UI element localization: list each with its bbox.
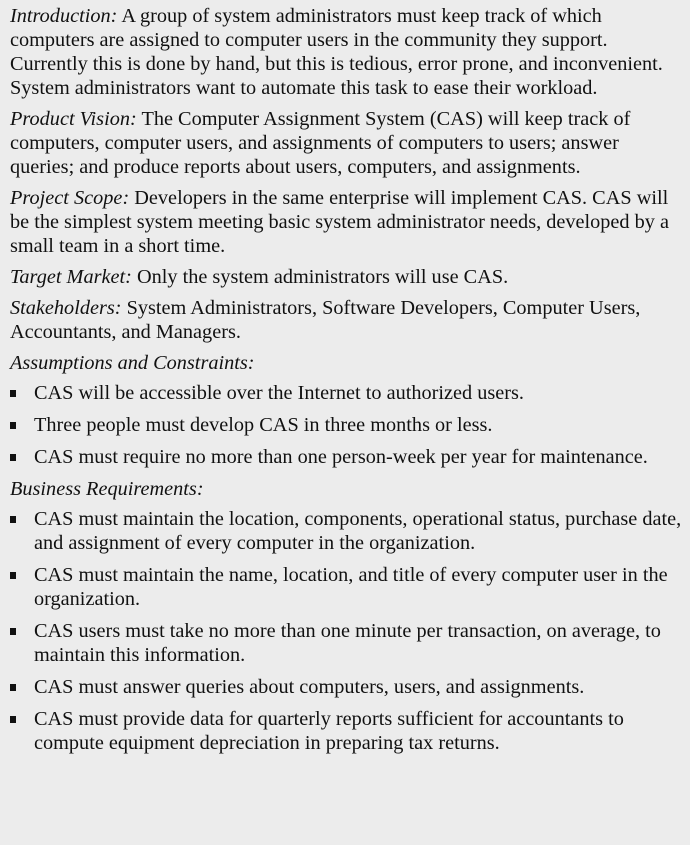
stakeholders-label: Stakeholders: <box>10 297 122 319</box>
assumptions-heading: Assumptions and Constraints: <box>10 352 255 374</box>
bullet-icon <box>10 716 16 723</box>
list-item-text: CAS will be accessible over the Internet to authorized users. <box>34 382 524 404</box>
bullet-icon <box>10 628 16 635</box>
list-item-text: CAS must require no more than one person-week per year for maintenance. <box>34 446 648 468</box>
introduction-paragraph <box>10 4 686 100</box>
assumptions-list <box>10 381 686 469</box>
list-item-text: CAS must answer queries about computers, users, and assignments. <box>34 676 585 698</box>
list-item <box>10 381 686 405</box>
target-market-paragraph <box>10 265 686 289</box>
bullet-icon <box>10 390 16 397</box>
business-requirements-heading: Business Requirements: <box>10 478 204 500</box>
target-market-label: Target Market: <box>10 266 132 288</box>
bullet-icon <box>10 684 16 691</box>
bullet-icon <box>10 422 16 429</box>
business-requirements-list <box>10 507 686 755</box>
list-item <box>10 413 686 437</box>
project-scope-paragraph <box>10 186 686 258</box>
list-item-text: CAS users must take no more than one minute per transaction, on average, to maintain this information. <box>34 620 661 666</box>
list-item <box>10 707 686 755</box>
bullet-icon <box>10 572 16 579</box>
stakeholders-paragraph <box>10 296 686 344</box>
list-item-text: CAS must maintain the location, components, operational status, purchase date, and assignment of every computer in the organization. <box>34 508 682 554</box>
list-item-text: Three people must develop CAS in three months or less. <box>34 414 493 436</box>
list-item-text: CAS must provide data for quarterly reports sufficient for accountants to compute equipment depreciation in preparing tax returns. <box>34 708 624 754</box>
product-vision-text: The Computer Assignment System (CAS) will keep track of computers, computer users, and assignments of computers to users; answer queries; and produce reports about users, computers, and assignments. <box>10 108 631 178</box>
project-scope-text: Developers in the same enterprise will implement CAS. CAS will be the simplest system meeting basic system administrator needs, developed by a small team in a short time. <box>10 187 669 257</box>
list-item <box>10 675 686 699</box>
list-item <box>10 563 686 611</box>
introduction-text: A group of system administrators must keep track of which computers are assigned to computer users in the community they support. Currently this is done by hand, but this is tedious, error prone, and inconvenient. System administrators want to automate this task to ease their workload. <box>10 5 663 99</box>
target-market-text: Only the system administrators will use CAS. <box>131 266 509 288</box>
list-item <box>10 507 686 555</box>
list-item-text: CAS must maintain the name, location, and title of every computer user in the organization. <box>34 564 668 610</box>
bullet-icon <box>10 516 16 523</box>
bullet-icon <box>10 454 16 461</box>
product-vision-paragraph <box>10 107 686 179</box>
introduction-label: Introduction: <box>10 5 118 27</box>
list-item <box>10 445 686 469</box>
project-scope-label: Project Scope: <box>10 187 130 209</box>
list-item <box>10 619 686 667</box>
product-vision-label: Product Vision: <box>10 108 137 130</box>
stakeholders-text: System Administrators, Software Developers, Computer Users, Accountants, and Managers. <box>10 297 641 343</box>
